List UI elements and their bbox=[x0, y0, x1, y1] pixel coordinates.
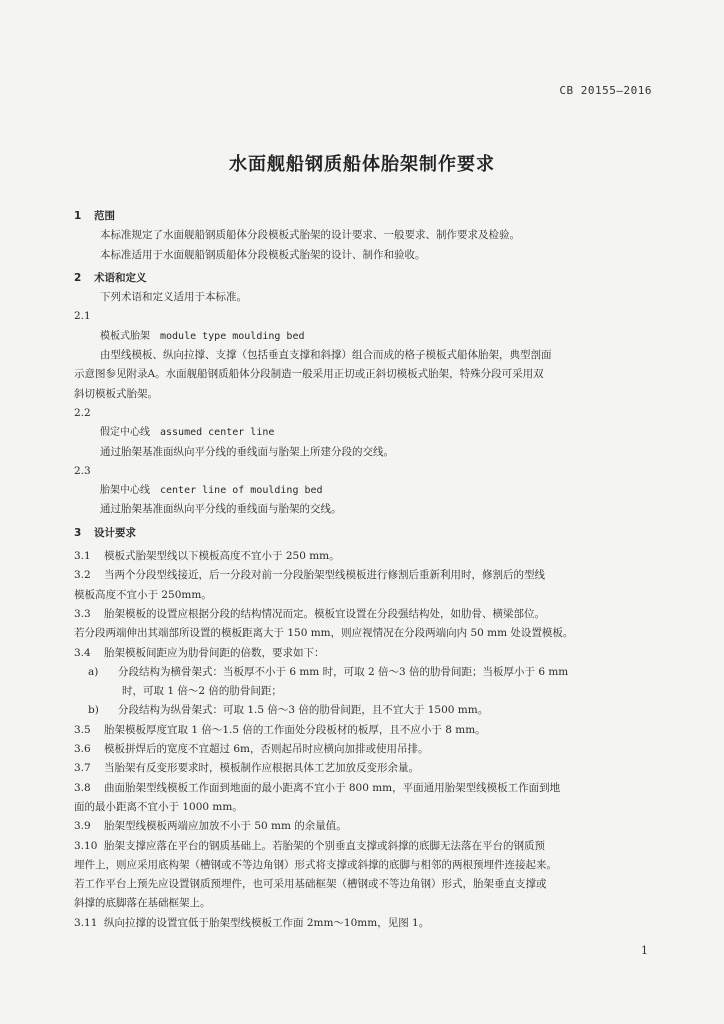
section-title: 范围 bbox=[94, 210, 115, 222]
clause-text: 胎架模板的设置应根据分段的结构情况而定。模板宜设置在分段强结构处，如肋骨、横梁部位。 bbox=[104, 607, 545, 620]
clause bbox=[74, 644, 660, 663]
list-text: 分段结构为纵骨架式：可取 1.5 倍～3 倍的肋骨间距，且不宜大于 1500 mm。 bbox=[118, 704, 489, 717]
clause-text: 当胎架有反变形要求时，模板制作应根据具体工艺加放反变形余量。 bbox=[104, 762, 419, 775]
term-definition: 通过胎架基准面纵向平分线的垂线面与胎架的交线。 bbox=[100, 503, 342, 516]
clause-continuation: 埋件上，则应采用底构架（槽钢或不等边角钢）形式将支撑或斜撑的底脚与相邻的两根预埋件连接起来。 bbox=[74, 858, 557, 871]
clause-number: 2.1 bbox=[74, 310, 91, 323]
term-title: 假定中心线 assumed center line bbox=[100, 427, 275, 439]
clause-continuation: 面的最小距离不宜小于 1000 mm。 bbox=[74, 800, 243, 813]
section-number: 1 bbox=[74, 210, 82, 222]
section-title: 设计要求 bbox=[94, 526, 136, 539]
document-title: 水面舰船钢质船体胎架制作要求 bbox=[229, 154, 495, 175]
clause bbox=[74, 779, 660, 798]
clause-number: 3.2 bbox=[74, 569, 91, 582]
clause-text: 胎架型线模板两端应加放不小于 50 mm 的余量值。 bbox=[104, 820, 347, 833]
clause-number: 3.3 bbox=[74, 607, 91, 620]
section-title: 术语和定义 bbox=[94, 271, 147, 284]
term-definition: 示意图参见附录A。水面舰船钢质船体分段制造一般采用正切或正斜切模板式胎架，特殊分段可采用双 bbox=[74, 368, 544, 381]
clause-continuation: 若分段两端伸出其端部所设置的模板距离大于 150 mm，则应视情况在分段两端向内 50 mm 处设置模板。 bbox=[74, 627, 574, 640]
clause-text: 胎架模板间距应为肋骨间距的倍数，要求如下： bbox=[104, 646, 325, 659]
clause-number: 3.5 bbox=[74, 723, 91, 736]
clause-text: 模板拼焊后的宽度不宜超过 6m，否则起吊时应横向加排或使用吊排。 bbox=[104, 743, 429, 756]
clause bbox=[74, 566, 660, 585]
clause-number: 3.1 bbox=[74, 550, 91, 563]
clause-text: 胎架支撑应落在平台的钢质基础上。若胎架的个别垂直支撑或斜撑的底脚无法落在平台的钢质预 bbox=[104, 839, 545, 852]
page-number: 1 bbox=[641, 944, 648, 957]
clause bbox=[74, 740, 660, 759]
paragraph: 本标准适用于水面舰船钢质船体分段模板式胎架的设计、制作和验收。 bbox=[100, 248, 426, 261]
clause-text: 模板式胎架型线以下模板高度不宜小于 250 mm。 bbox=[104, 550, 340, 563]
clause-number: 3.4 bbox=[74, 646, 91, 659]
clause-text: 曲面胎架型线模板工作面到地面的最小距离不宜小于 800 mm，平面通用胎架型线模板工作面到地 bbox=[104, 781, 561, 794]
clause-number: 3.9 bbox=[74, 820, 91, 833]
clause-text: 胎架模板厚度宜取 1 倍～1.5 倍的工作面处分段板材的板厚，且不应小于 8 mm。 bbox=[104, 723, 486, 736]
list-label: b) bbox=[88, 704, 99, 717]
clause bbox=[74, 914, 660, 933]
standard-code: CB 20155—2016 bbox=[559, 84, 652, 97]
term-definition: 通过胎架基准面纵向平分线的垂线面与胎架上所建分段的交线。 bbox=[100, 445, 394, 458]
section-number: 2 bbox=[74, 271, 82, 284]
clause-number: 3.8 bbox=[74, 781, 91, 794]
section-3-heading bbox=[74, 524, 660, 543]
list-item bbox=[74, 663, 660, 682]
clause-number: 2.3 bbox=[74, 464, 91, 477]
clause-continuation: 若工作平台上预先应设置钢质预埋件，也可采用基础框架（槽钢或不等边角钢）形式，胎架垂直支撑或 bbox=[74, 878, 547, 891]
clause-continuation: 模板高度不宜小于 250mm。 bbox=[74, 588, 212, 601]
section-2-heading bbox=[74, 269, 660, 288]
term-title: 模板式胎架 module type moulding bed bbox=[100, 330, 305, 342]
clause-number: 2.2 bbox=[74, 406, 91, 419]
term-title: 胎架中心线 center line of moulding bed bbox=[100, 485, 323, 497]
section-1-heading bbox=[74, 207, 660, 226]
clause bbox=[74, 721, 660, 740]
list-continuation: 时，可取 1 倍～2 倍的肋骨间距； bbox=[122, 685, 282, 698]
term-definition: 斜切模板式胎架。 bbox=[74, 387, 158, 400]
list-label: a) bbox=[88, 665, 99, 678]
clause-number: 3.6 bbox=[74, 743, 91, 756]
document-body bbox=[74, 207, 660, 933]
clause-number: 3.10 bbox=[74, 839, 98, 852]
paragraph: 本标准规定了水面舰船钢质船体分段模板式胎架的设计要求、一般要求、制作要求及检验。 bbox=[100, 229, 520, 242]
clause-continuation: 斜撑的底脚落在基础框架上。 bbox=[74, 897, 211, 910]
clause-text: 当两个分段型线接近，后一分段对前一分段胎架型线模板进行修割后重新利用时，修割后的型线 bbox=[104, 569, 545, 582]
clause-number: 3.7 bbox=[74, 762, 91, 775]
clause bbox=[74, 605, 660, 624]
list-text: 分段结构为横骨架式：当板厚不小于 6 mm 时，可取 2 倍～3 倍的肋骨间距；当板厚小于 6 mm bbox=[118, 665, 569, 678]
clause bbox=[74, 759, 660, 778]
section-number: 3 bbox=[74, 526, 82, 539]
term-definition: 由型线模板、纵向拉撑、支撑（包括垂直支撑和斜撑）组合而成的格子模板式船体胎架，典型剖面 bbox=[100, 349, 552, 362]
clause bbox=[74, 817, 660, 836]
clause bbox=[74, 837, 660, 856]
clause-number: 3.11 bbox=[74, 916, 98, 929]
list-item bbox=[74, 701, 660, 720]
clause bbox=[74, 547, 660, 566]
paragraph: 下列术语和定义适用于本标准。 bbox=[100, 291, 247, 304]
clause-text: 纵向拉撑的设置宜低于胎架型线模板工作面 2mm～10mm，见图 1。 bbox=[104, 916, 430, 929]
